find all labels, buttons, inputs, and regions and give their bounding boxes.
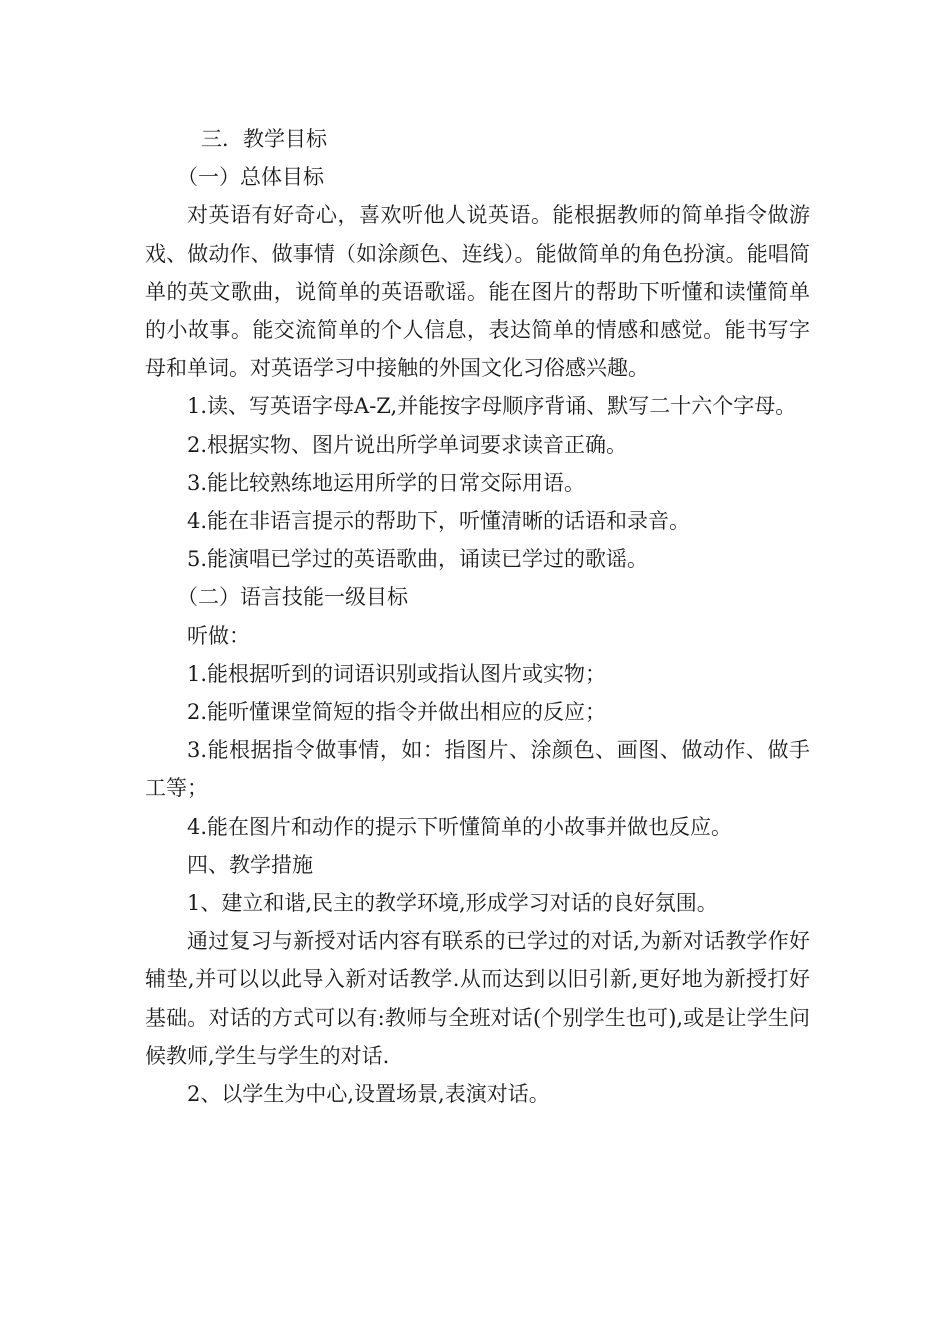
- list-item-goal-3: 3.能比较熟练地运用所学的日常交际用语。: [187, 470, 586, 495]
- section-heading-teaching-measures: 四、教学措施: [187, 852, 313, 877]
- subsection-heading-overall-goals: （一）总体目标: [177, 165, 324, 190]
- label-listen-do: 听做：: [187, 623, 250, 648]
- list-item-goal-5: 5.能演唱已学过的英语歌曲，诵读已学过的歌谣。: [187, 547, 649, 572]
- paragraph-measure-1-detail: 通过复习与新授对话内容有联系的已学过的对话,为新对话教学作好辅垫,并可以以此导入新对话教学.从而达到以旧引新,更好地为新授打好基础。对话的方式可以有:教师与全班对话(个别学生也可),或是让学生问候教师,学生与学生的对话.: [145, 929, 810, 1068]
- list-item-skill-4: 4.能在图片和动作的提示下听懂简单的小故事并做也反应。: [187, 814, 733, 839]
- list-item-measure-2: 2、以学生为中心,设置场景,表演对话。: [187, 1082, 550, 1107]
- list-item-goal-1: 1.读、写英语字母A-Z,并能按字母顺序背诵、默写二十六个字母。: [187, 394, 797, 419]
- paragraph-overall-goals: 对英语有好奇心，喜欢听他人说英语。能根据教师的简单指令做游戏、做动作、做事情（如涂颜色、连线）。能做简单的角色扮演。能唱简单的英文歌曲，说简单的英语歌谣。能在图片的帮助下听懂和读懂简单的小故事。能交流简单的个人信息，表达简单的情感和感觉。能书写字母和单词。对英语学习中接触的外国文化习俗感兴趣。: [145, 203, 810, 381]
- list-item-skill-3: 3.能根据指令做事情，如：指图片、涂颜色、画图、做动作、做手工等；: [145, 738, 810, 801]
- list-item-skill-2: 2.能听懂课堂简短的指令并做出相应的反应；: [187, 700, 607, 725]
- list-item-measure-1: 1、建立和谐,民主的教学环境,形成学习对话的良好氛围。: [187, 891, 718, 916]
- document-body: [145, 120, 810, 1113]
- section-heading-teaching-goals: 三．教学目标: [201, 127, 327, 151]
- list-item-goal-4: 4.能在非语言提示的帮助下，听懂清晰的话语和录音。: [187, 509, 691, 534]
- list-item-goal-2: 2.根据实物、图片说出所学单词要求读音正确。: [187, 432, 628, 457]
- subsection-heading-language-skills: （二）语言技能一级目标: [177, 585, 408, 610]
- list-item-skill-1: 1.能根据听到的词语识别或指认图片或实物；: [187, 661, 607, 686]
